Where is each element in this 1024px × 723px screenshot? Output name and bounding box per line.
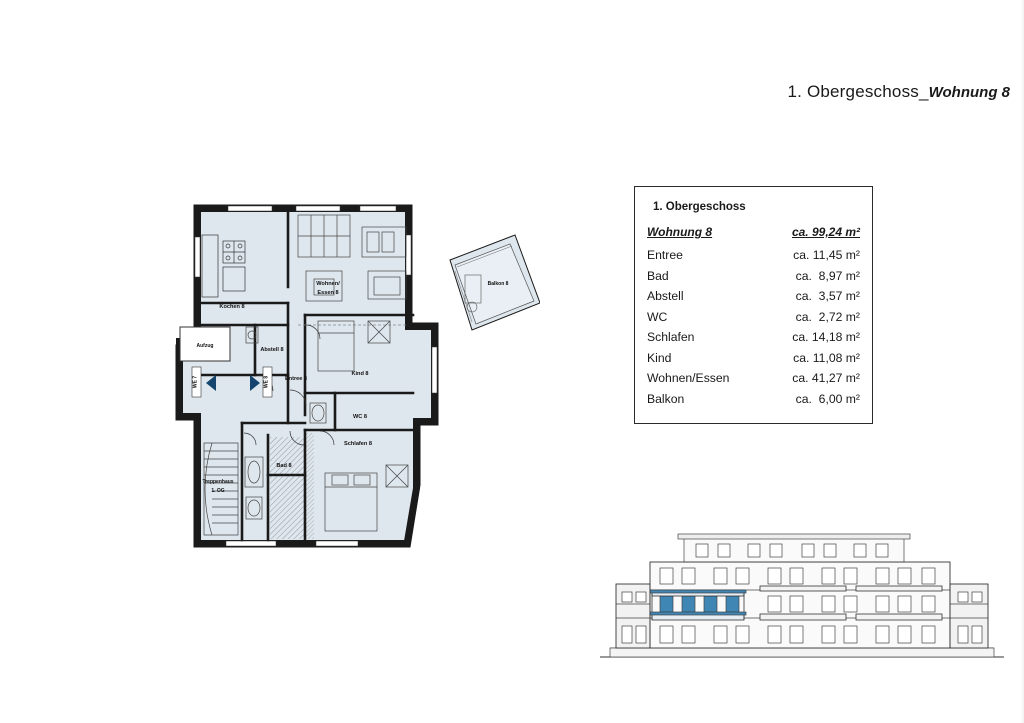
room-label-wohnen-line1: Wohnen/	[316, 281, 340, 287]
legend-heading: 1. Obergeschoss	[653, 201, 746, 213]
legend-row-area: ca. 11,45 m²	[793, 248, 860, 262]
legend-row	[647, 266, 860, 287]
legend-row-area: ca. 41,27 m²	[792, 371, 860, 385]
floor-plan	[120, 175, 540, 595]
sheet-title-unit: Wohnung 8	[928, 84, 1010, 101]
legend-unit-row	[647, 225, 860, 239]
page-edge-shadow	[1020, 0, 1024, 723]
legend-row	[647, 245, 860, 266]
room-label-treppenhaus-line2: 1. OG	[211, 488, 225, 494]
legend-row	[647, 307, 860, 328]
elevator	[180, 327, 230, 361]
legend-row-label: Abstell	[647, 289, 684, 303]
svg-text:Aufzug: Aufzug	[196, 343, 214, 349]
building-elevation	[592, 520, 1012, 670]
room-label-wohnen-line2: Essen 8	[317, 290, 339, 296]
room-label-treppenhaus-line1: Treppenhaus	[202, 479, 234, 485]
door-tag-we8: WE 8	[263, 375, 270, 389]
room-label-bad: Bad 8	[276, 463, 292, 469]
legend-row-area: ca. 6,00 m²	[795, 391, 860, 406]
legend-row	[647, 286, 860, 307]
room-label-kind: Kind 8	[351, 371, 369, 377]
sheet-title-main: 1. Obergeschoss_	[787, 82, 929, 101]
legend-unit-label: Wohnung 8	[647, 225, 713, 239]
legend-row-area: ca. 2,72 m²	[795, 309, 860, 324]
legend-row-label: Entree	[647, 248, 683, 262]
legend-row-area: ca. 3,57 m²	[795, 289, 860, 303]
room-label-kochen: Kochen 8	[219, 304, 245, 310]
legend-row-label: Balkon	[647, 391, 685, 406]
legend-row	[647, 348, 860, 369]
balcony-8-area	[450, 235, 540, 330]
legend-unit-area: ca. 99,24 m²	[791, 225, 860, 239]
legend-row-area: ca. 11,08 m²	[793, 350, 860, 365]
legend-row-label: WC	[647, 309, 668, 324]
legend-row	[647, 389, 860, 410]
legend-row	[647, 327, 860, 348]
door-tag-we7: WE 7	[192, 375, 199, 389]
area-legend	[634, 186, 873, 424]
legend-row-label: Schlafen	[647, 330, 695, 344]
legend-row-label: Kind	[647, 350, 672, 365]
room-label-schlafen: Schlafen 8	[344, 441, 372, 447]
room-label-entree: Entree 8	[284, 376, 308, 382]
stair-hatch	[270, 433, 314, 539]
room-label-abstell: Abstell 8	[260, 347, 284, 353]
legend-row	[647, 368, 860, 389]
legend-row-label: Wohnen/Essen	[647, 371, 730, 385]
legend-row-area: ca. 8,97 m²	[795, 268, 860, 283]
legend-row-label: Bad	[647, 268, 669, 283]
sheet-title	[620, 82, 1010, 102]
room-label-wc: WC 8	[353, 414, 367, 420]
legend-row-area: ca. 14,18 m²	[792, 330, 860, 344]
svg-text:Balkon 8: Balkon 8	[487, 281, 509, 287]
